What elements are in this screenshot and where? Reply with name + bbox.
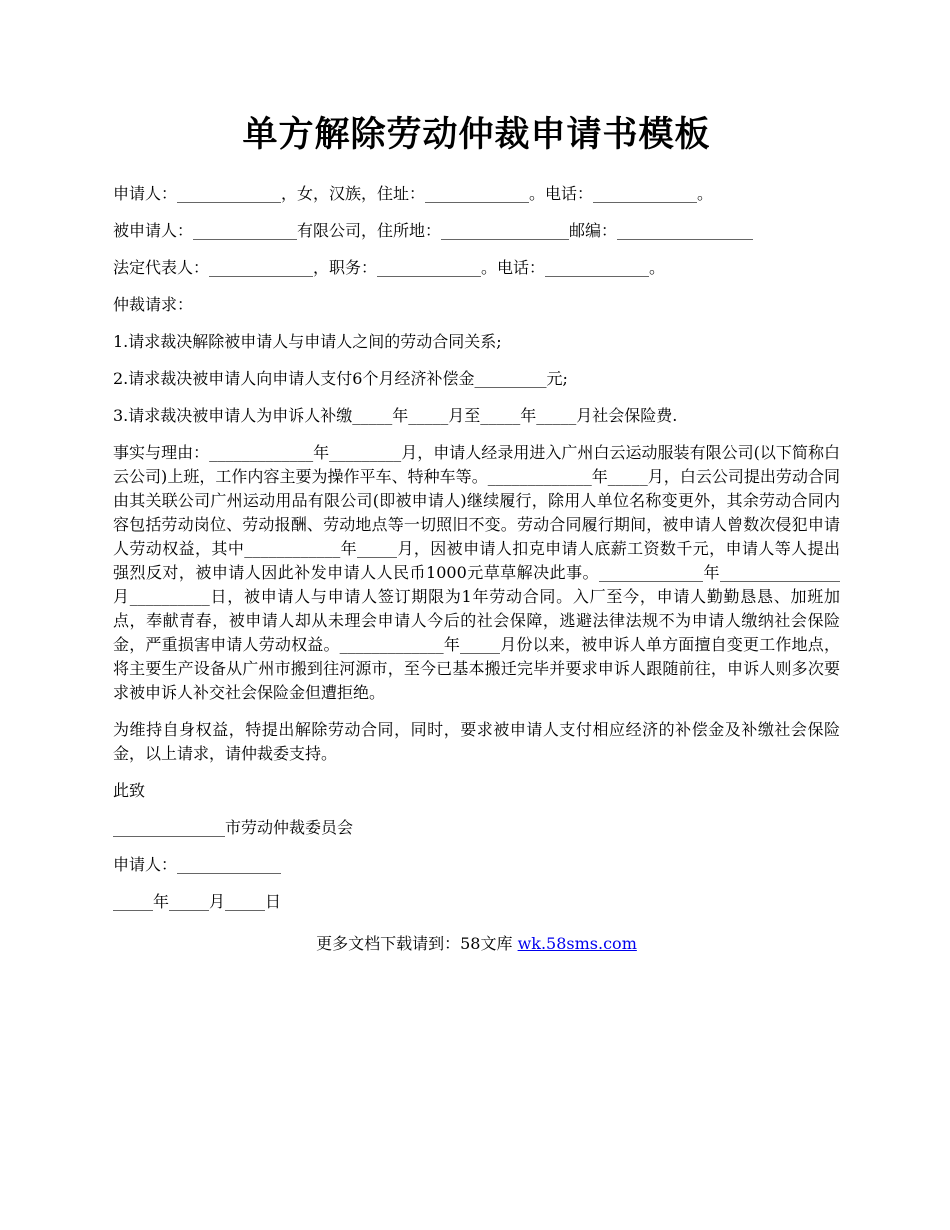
claim-item-3: 3.请求裁决被申请人为申诉人补缴_____年_____月至_____年_____月社会保险费. [113, 406, 678, 425]
facts-and-reasons: 事实与理由：_____________年_________月，申请人经录用进入广州白云运动服装有限公司(以下简称白云公司)上班，工作内容主要为操作平车、特种车等。_____________年_____月，白云公司提出劳动合同由其关联公司广州运动用品有限公司(即被申请人)继续履行，除用人单位名称变更外，其余劳动合同内容包括劳动岗位、劳动报酬、劳动地点等一切照旧不变。劳动合同履行期间，被申请人曾数次侵犯申请人劳动权益，其中____________年_____月，因被申请人扣克申请人底薪工资数千元，申请人等人提出强烈反对，被申请人因此补发申请人人民币1000元草草解决此事。_____________年_______________月__________日，被申请人与申请人签订期限为1年劳动合同。入厂至今，申请人勤勤恳恳、加班加点，奉献青春，被申请人却从未理会申请人今后的社会保障，逃避法律法规不为申请人缴纳社会保险金，严重损害申请人劳动权益。_____________年_____月份以来，被申诉人单方面擅自变更工作地点，将主要生产设备从广州市搬到往河源市，至今已基本搬迁完毕并要求申诉人跟随前往，申诉人则多次要求被申诉人补交社会保险金但遭拒绝。 [113, 443, 840, 702]
arbitration-claims-heading: 仲裁请求： [113, 295, 194, 314]
applicant-line: 申请人：_____________，女，汉族，住址：_____________。电话：_____________。 [113, 184, 714, 203]
addressee-committee: ______________市劳动仲裁委员会 [113, 818, 354, 837]
signature-applicant: 申请人：_____________ [113, 855, 282, 874]
claim-item-1: 1.请求裁决解除被申请人与申请人之间的劳动合同关系; [113, 332, 502, 351]
footer-link[interactable]: wk.58sms.com [517, 934, 637, 953]
request-summary: 为维持自身权益，特提出解除劳动合同，同时，要求被申请人支付相应经济的补偿金及补缴社会保险金，以上请求，请仲裁委支持。 [113, 720, 840, 763]
respondent-line: 被申请人：_____________有限公司，住所地：________________邮编：_________________ [113, 221, 754, 240]
footer-text: 更多文档下载请到：58文库 [316, 934, 518, 953]
claim-item-2: 2.请求裁决被申请人向申请人支付6个月经济补偿金_________元; [113, 369, 568, 388]
salutation: 此致 [113, 781, 146, 800]
signature-date: _____年_____月_____日 [113, 892, 282, 911]
document-page [113, 108, 840, 956]
download-footer [113, 932, 840, 956]
document-title: 单方解除劳动仲裁申请书模板 [242, 114, 711, 155]
legal-representative-line: 法定代表人：_____________，职务：_____________。电话：_____________。 [113, 258, 666, 277]
